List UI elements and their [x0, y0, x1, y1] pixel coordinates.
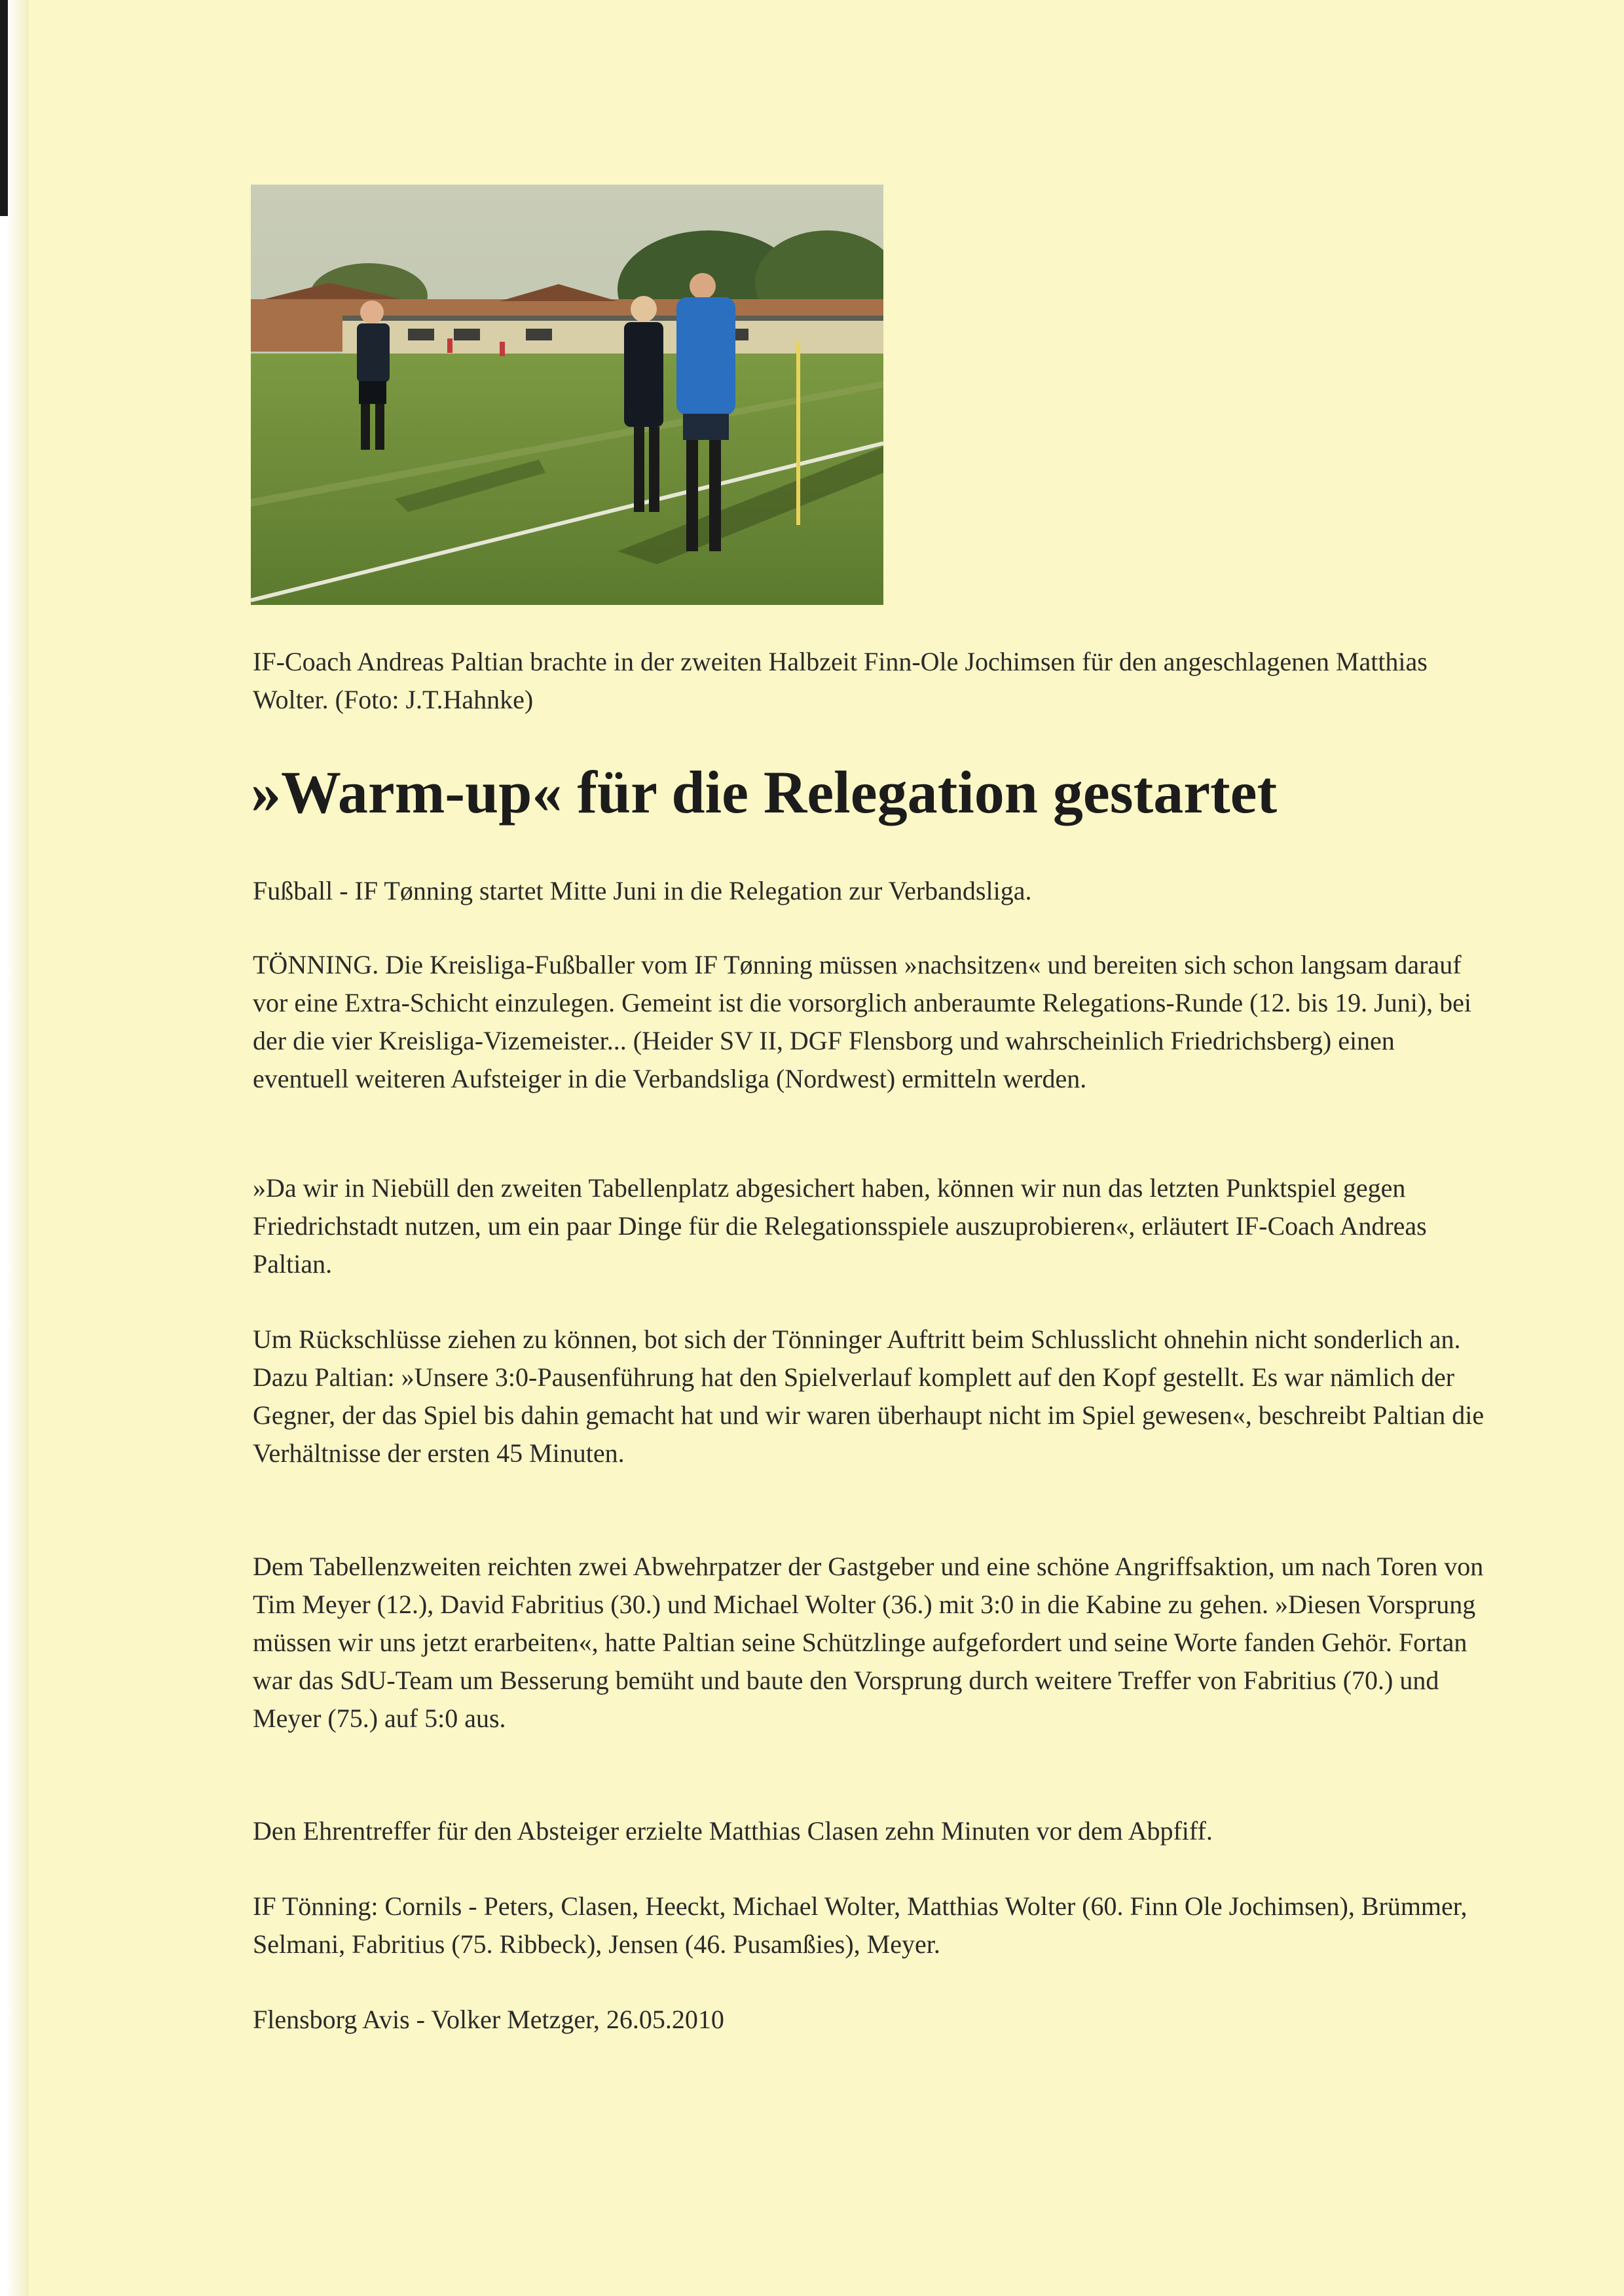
article-subheadline: Fußball - IF Tønning startet Mitte Juni in die Relegation zur Verbandsliga. [253, 876, 1032, 905]
article-paragraph: »Da wir in Niebüll den zweiten Tabellenplatz abgesichert haben, können wir nun das letzten Punktspiel gegen Friedrichstadt nutzen, um ein paar Dinge für die Relegationsspiele auszuprobieren«, erläutert IF-Coach Andreas Paltian. [253, 1173, 1427, 1279]
team-lineup: IF Tönning: Cornils - Peters, Clasen, Heeckt, Michael Wolter, Matthias Wolter (60. Finn Ole Jochimsen), Brümmer, Selmani, Fabritius (75. Ribbeck), Jensen (46. Pusamßies), Meyer. [253, 1891, 1467, 1959]
photo-caption: IF-Coach Andreas Paltian brachte in der zweiten Halbzeit Finn-Ole Jochimsen für den angeschlagenen Matthias Wolter. (Foto: J.T.Hahnke) [253, 647, 1428, 714]
article-paragraph: Um Rückschlüsse ziehen zu können, bot sich der Tönninger Auftritt beim Schlusslicht ohnehin nicht sonderlich an. Dazu Paltian: »Unsere 3:0-Pausenführung hat den Spielverlauf komplett auf den Kopf gestellt. Es war nämlich der Gegner, der das Spiel bis dahin gemacht hat und wir waren überhaupt nicht im Spiel gewesen«, beschreibt Paltian die Verhältnisse der ersten 45 Minuten. [253, 1324, 1485, 1468]
article-headline: »Warm-up« für die Relegation gestartet [251, 759, 1278, 826]
article-paragraph: Dem Tabellenzweiten reichten zwei Abwehrpatzer der Gastgeber und eine schöne Angriffsaktion, um nach Toren von Tim Meyer (12.), David Fabritius (30.) und Michael Wolter (36.) mit 3:0 in die Kabine zu gehen. »Diesen Vorsprung müssen wir uns jetzt erarbeiten«, hatte Paltian seine Schützlinge aufgefordert und seine Worte fanden Gehör. Fortan war das SdU-Team um Besserung bemüht und baute den Vorsprung durch weitere Treffer von Fabritius (70.) und Meyer (75.) auf 5:0 aus. [253, 1552, 1484, 1733]
scan-edge [0, 0, 29, 2296]
football-match-photo-icon [251, 185, 883, 605]
article-paragraph: TÖNNING. Die Kreisliga-Fußballer vom IF Tønning müssen »nachsitzen« und bereiten sich schon langsam darauf vor eine Extra-Schicht einzulegen. Gemeint ist die vorsorglich anberaumte Relegations-Runde (12. bis 19. Juni), bei der die vier Kreisliga-Vizemeister... (Heider SV II, DGF Flensborg und wahrscheinlich Friedrichsberg) einen eventuell weiteren Aufsteiger in die Verbandsliga (Nordwest) ermitteln werden. [253, 950, 1471, 1093]
scan-mark [0, 0, 8, 216]
article-source: Flensborg Avis - Volker Metzger, 26.05.2010 [253, 2005, 724, 2034]
article-paragraph: Den Ehrentreffer für den Absteiger erzielte Matthias Clasen zehn Minuten vor dem Abpfiff. [253, 1816, 1213, 1846]
article-photo [251, 185, 883, 605]
